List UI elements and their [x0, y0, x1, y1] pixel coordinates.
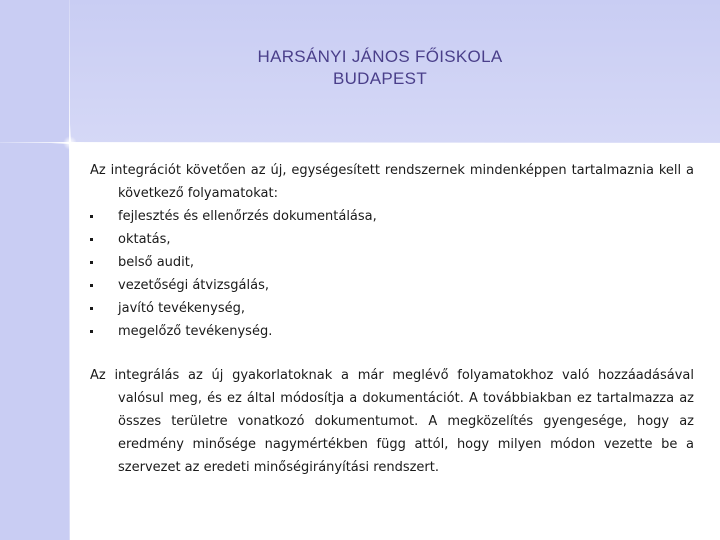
integration-paragraph: Az integrálás az új gyakorlatoknak a már meglévő folyamatokhoz való hozzáadásával valósul meg, és ez által módosítja a dokumentációt. A továbbiakban ez tartalmazza az összes területre vonatkozó dokumentumot. A megközelítés gyengesége, hogy az eredmény minősége nagymértékben függ attól, hogy milyen módon vezette be a szervezet az eredeti minőségirányítási rendszert. [90, 368, 694, 475]
list-item [90, 205, 650, 228]
horizontal-accent-line [0, 142, 720, 143]
title-line-1: HARSÁNYI JÁNOS FŐISKOLA [257, 47, 503, 66]
title-line-2: BUDAPEST [332, 69, 428, 88]
bullet-icon [90, 261, 93, 264]
list-item-text: fejlesztés és ellenőrzés dokumentálása, [118, 209, 377, 224]
list-item [90, 228, 650, 251]
bullet-icon [90, 238, 93, 241]
bullet-icon [90, 330, 93, 333]
left-band [0, 0, 70, 540]
list-item [90, 274, 650, 297]
list-item [90, 297, 650, 320]
page-title [70, 46, 690, 90]
bullet-icon [90, 284, 93, 287]
list-item [90, 320, 650, 343]
intro-paragraph: Az integrációt követően az új, egységesített rendszernek mindenképpen tartalmaznia kell a következő folyamatokat: [90, 163, 694, 201]
list-item [90, 251, 650, 274]
bullet-icon [90, 215, 93, 218]
process-list [90, 205, 650, 343]
list-item-text: oktatás, [118, 232, 171, 247]
list-item-text: vezetőségi átvizsgálás, [118, 278, 269, 293]
sparkle-icon [51, 124, 89, 162]
list-item-text: megelőző tevékenység. [118, 324, 273, 339]
list-item-text: javító tevékenység, [118, 301, 246, 316]
bullet-icon [90, 307, 93, 310]
list-item-text: belső audit, [118, 255, 195, 270]
